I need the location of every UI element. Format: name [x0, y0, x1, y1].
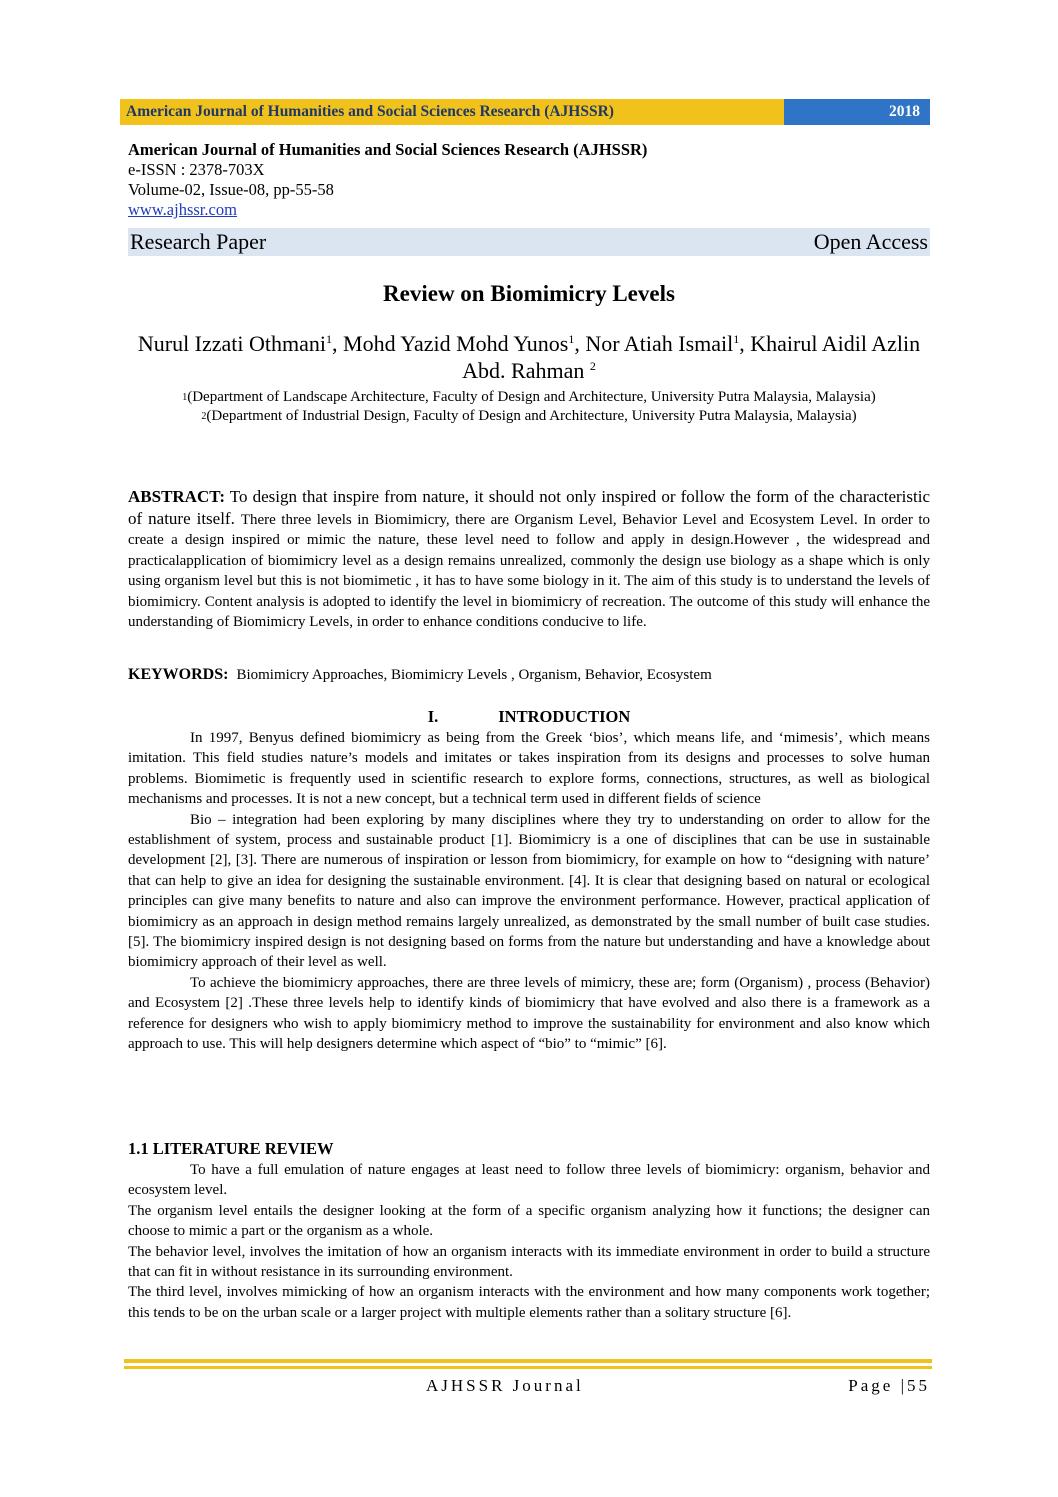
author-affiliation-mark: 1 [733, 332, 740, 346]
author-affiliation-mark: 2 [589, 359, 596, 373]
paragraph: The organism level entails the designer looking at the form of a specific organism analyzing how it functions; the designer can choose to mimic a part or the organism as a whole. [128, 1202, 930, 1240]
keywords-text: Biomimicry Approaches, Biomimicry Levels , Organism, Behavior, Ecosystem [236, 667, 712, 683]
footer-journal: AJHSSR Journal [426, 1376, 584, 1395]
masthead [128, 140, 930, 220]
affiliation-1: $^1$(Department of Landscape Architecture, Faculty of Design and Architecture, University Putra Malaysia, Malaysia) [182, 389, 876, 405]
affiliation-2: $^2$(Department of Industrial Design, Faculty of Design and Architecture, University Putra Malaysia, Malaysia) [201, 408, 857, 424]
journal-header-band [120, 99, 930, 125]
author-name: , Nor Atiah Ismail [574, 331, 734, 356]
keywords-label: KEYWORDS: [128, 666, 229, 683]
masthead-eissn: e-ISSN : 2378-703X [128, 160, 265, 179]
paper-type-bar [128, 228, 930, 256]
author-name: , Mohd Yazid Mohd Yunos [332, 331, 569, 356]
author-affiliation-mark: 1 [568, 332, 575, 346]
paragraph: To achieve the biomimicry approaches, there are three levels of mimicry, these are; form (Organism) , process (Behavior) and Ecosystem [2] .These three levels help to identify kinds of biomimicry that have evolved and also there is a framework as a reference for designers who wish to apply biomimicry method to improve the sustainability for environment and also know which approach to use. This will help designers determine which aspect of “bio” to “mimic” [6]. [128, 974, 930, 1053]
section-heading-introduction [128, 707, 930, 727]
paragraph: To have a full emulation of nature engages at least need to follow three levels of biomimicry: organism, behavior and ecosystem level. [128, 1162, 930, 1199]
author-affiliation-mark: 1 [326, 332, 333, 346]
paper-title: Review on Biomimicry Levels [383, 281, 675, 306]
affiliations [128, 388, 930, 426]
header-year: 2018 [784, 99, 930, 125]
access-label: Open Access [813, 229, 928, 254]
section-number: I. [427, 707, 439, 726]
paragraph: The third level, involves mimicking of how an organism interacts with the environment and how many components work together; this tends to be on the urban scale or a larger project with multiple elements rather than a solitary structure [6]. [128, 1284, 930, 1321]
paper-type-label: Research Paper [130, 229, 267, 254]
section-title: INTRODUCTION [498, 707, 631, 726]
header-journal-name: American Journal of Humanities and Social Sciences Research (AJHSSR) [120, 99, 784, 125]
paragraph: In 1997, Benyus defined biomimicry as being from the Greek ‘bios’, which means life, and ‘mimesis’, which means imitation. This field studies nature’s models and imitates or takes inspiration from its designs and processes to solve human problems. Biomimetic is frequently used in scientific research to explore forms, connections, structures, as well as biological mechanisms and processes. It is not a new concept, but a technical term used in different fields of science [128, 730, 930, 808]
abstract [128, 487, 930, 633]
masthead-journal-title: American Journal of Humanities and Social Sciences Research (AJHSSR) [128, 140, 648, 159]
author-name: Nurul Izzati Othmani [137, 331, 327, 356]
literature-review-body [128, 1160, 930, 1323]
introduction-body [128, 728, 930, 1055]
keywords [128, 666, 930, 684]
paragraph: The behavior level, involves the imitation of how an organism interacts with its immediate environment in order to build a structure that can fit in without resistance in its surrounding environment. [128, 1243, 930, 1281]
footer-rule [124, 1359, 932, 1371]
section-heading-literature-review: 1.1 LITERATURE REVIEW [128, 1139, 334, 1158]
masthead-volume: Volume-02, Issue-08, pp-55-58 [128, 180, 334, 199]
author-list [128, 330, 930, 384]
page-footer [128, 1376, 930, 1396]
paragraph: Bio – integration had been exploring by many disciplines where they try to understanding on order to allow for the establishment of system, process and sustainable product [1]. Biomimicry is a one of disciplines that can be use in sustainable development [2], [3]. There are numerous of inspiration or lesson from biomimicry, for example on how to “designing with nature’ that can help to give an idea for designing the sustainable environment. [4]. It is clear that designing based on natural or ecological principles can give many benefits to nature and also can improve the environment performance. However, practical application of biomimicry as an approach in design method remains largely unrealized, as demonstrated by the small number of built case studies. [5]. The biomimicry inspired design is not designing based on forms from the nature but understanding and have a knowledge about biomimicry approach of their level as well. [128, 811, 930, 971]
abstract-text: There three levels in Biomimicry, there are Organism Level, Behavior Level and Ecosystem Level. In order to create a design inspired or mimic the nature, these level need to follow and apply in design.However , the widespread and practicalapplication of biomimicry level as a design remains unrealized, commonly the design use biology as a shape which is only using organism level but this is not biomimetic , it has to have some biology in it. The aim of this study is to understand the levels of biomimicry. Content analysis is adopted to identify the level in biomimicry of recreation. The outcome of this study will enhance the understanding of Biomimicry Levels, in order to enhance conditions conducive to life. [128, 511, 930, 630]
website-link[interactable]: www.ajhssr.com [128, 200, 237, 219]
footer-page-number: Page |55 [848, 1376, 930, 1395]
author-name: , Khairul Aidil Azlin Abd. Rahman [462, 331, 921, 383]
abstract-lead: To design that inspire from nature, it should not only inspired or follow the form of the characteristic of nature itself. [128, 487, 930, 528]
abstract-label: ABSTRACT: [128, 487, 225, 506]
